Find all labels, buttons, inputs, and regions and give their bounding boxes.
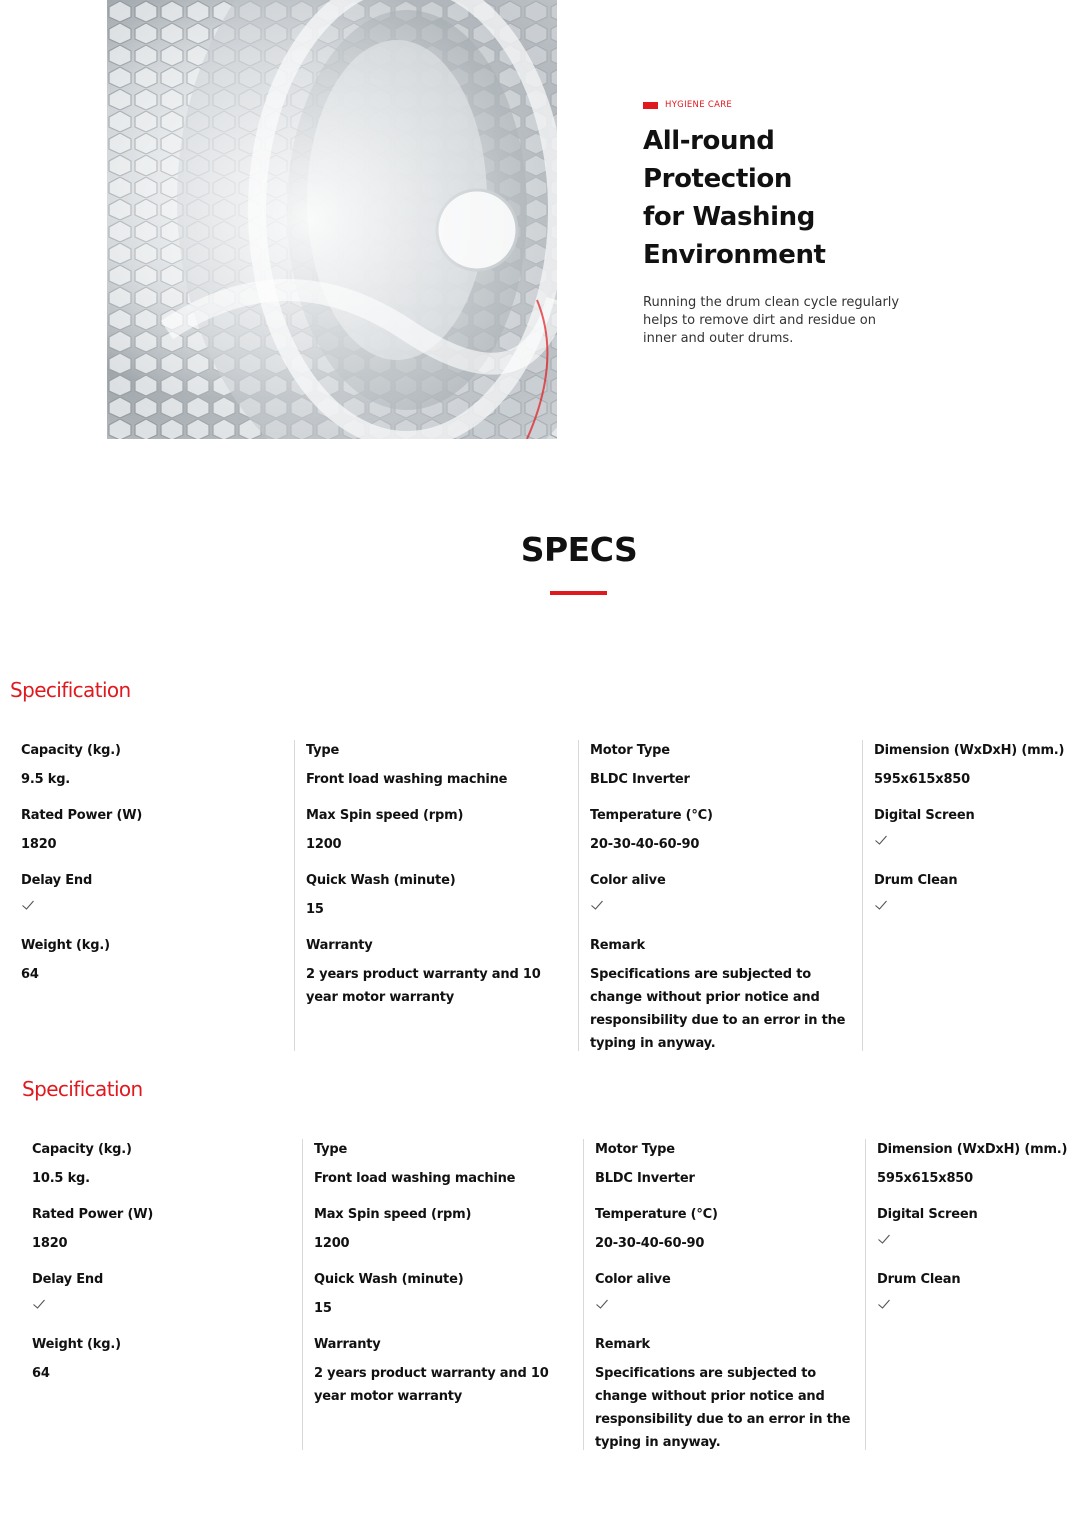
check-icon	[32, 1297, 46, 1311]
spec-value: 64	[21, 967, 39, 982]
spec-label: Drum Clean	[877, 1272, 961, 1287]
hero-description: Running the drum clean cycle regularly helps to remove dirt and residue on inner and outer drums.	[643, 295, 900, 346]
spec-item	[32, 1206, 297, 1255]
spec-value: Front load washing machine	[306, 772, 508, 787]
spec-label: Temperature (°C)	[590, 808, 713, 823]
specs-title-underline	[550, 591, 607, 595]
spec-value: 2 years product warranty and 10 year motor warranty	[306, 967, 541, 1005]
spec-label: Type	[306, 743, 340, 758]
hero-text-block	[643, 100, 923, 348]
spec-value: 1200	[306, 837, 342, 852]
spec-label: Dimension (WxDxH) (mm.)	[877, 1142, 1068, 1157]
spec-item	[595, 1206, 865, 1255]
spec-item	[595, 1336, 865, 1454]
spec-column	[578, 740, 859, 1051]
spec-label: Weight (kg.)	[32, 1337, 121, 1352]
spec-item	[32, 1271, 297, 1311]
spec-value: 10.5 kg.	[32, 1171, 90, 1186]
check-icon	[874, 833, 888, 847]
drum-illustration	[107, 0, 557, 439]
spec-item	[21, 872, 291, 912]
specification-heading: Specification	[22, 1077, 143, 1101]
spec-label: Color alive	[590, 873, 666, 888]
spec-label: Capacity (kg.)	[32, 1142, 132, 1157]
hero-tag	[643, 100, 923, 110]
spec-column	[862, 740, 1073, 1051]
spec-item	[877, 1206, 1077, 1246]
spec-value: 595x615x850	[874, 772, 970, 787]
check-icon	[874, 898, 888, 912]
spec-label: Quick Wash (minute)	[306, 873, 456, 888]
spec-label: Delay End	[21, 873, 93, 888]
check-icon	[877, 1297, 891, 1311]
spec-value: 64	[32, 1366, 50, 1381]
spec-item	[590, 742, 860, 791]
spec-column	[294, 740, 575, 1051]
spec-value: Front load washing machine	[314, 1171, 516, 1186]
spec-label: Warranty	[314, 1337, 381, 1352]
spec-label: Rated Power (W)	[32, 1207, 154, 1222]
spec-value: Specifications are subjected to change without prior notice and responsibility due to an error in the typing in anyway.	[590, 967, 846, 1051]
spec-label: Delay End	[32, 1272, 104, 1287]
spec-label: Motor Type	[595, 1142, 675, 1157]
spec-value: 1820	[32, 1236, 68, 1251]
check-icon	[21, 898, 35, 912]
spec-label: Drum Clean	[874, 873, 958, 888]
spec-label: Remark	[595, 1337, 651, 1352]
spec-item	[306, 937, 576, 1009]
spec-item	[590, 807, 860, 856]
spec-item	[595, 1271, 865, 1311]
spec-label: Capacity (kg.)	[21, 743, 121, 758]
spec-label: Color alive	[595, 1272, 671, 1287]
spec-value: 9.5 kg.	[21, 772, 71, 787]
specs-title: SPECS	[520, 530, 638, 569]
spec-label: Digital Screen	[874, 808, 975, 823]
spec-label: Weight (kg.)	[21, 938, 110, 953]
spec-value: 1820	[21, 837, 57, 852]
spec-label: Max Spin speed (rpm)	[314, 1207, 472, 1222]
spec-value: 20-30-40-60-90	[595, 1236, 705, 1251]
spec-value: 1200	[314, 1236, 350, 1251]
spec-item	[874, 872, 1074, 912]
hero-title-line: for Washing	[643, 202, 815, 232]
hero-image-washing-drum	[107, 0, 557, 439]
spec-column	[865, 1139, 1076, 1450]
spec-item	[877, 1271, 1077, 1311]
spec-value: BLDC Inverter	[590, 772, 690, 787]
spec-item	[306, 807, 576, 856]
spec-column	[302, 1139, 578, 1450]
spec-item	[21, 807, 291, 856]
spec-item	[306, 742, 576, 791]
check-icon	[595, 1297, 609, 1311]
spec-item	[874, 742, 1074, 791]
spec-value: Specifications are subjected to change without prior notice and responsibility due to an error in the typing in anyway.	[595, 1366, 851, 1450]
spec-label: Max Spin speed (rpm)	[306, 808, 464, 823]
spec-column	[583, 1139, 864, 1450]
spec-label: Warranty	[306, 938, 373, 953]
spec-column	[32, 1139, 297, 1450]
spec-item	[595, 1141, 865, 1190]
spec-label: Type	[314, 1142, 348, 1157]
spec-item	[314, 1336, 579, 1408]
spec-item	[21, 742, 291, 791]
spec-column	[21, 740, 291, 1051]
spec-value: 15	[314, 1301, 332, 1316]
spec-label: Motor Type	[590, 743, 670, 758]
specification-heading: Specification	[10, 678, 131, 702]
spec-item	[874, 807, 1074, 847]
spec-item	[306, 872, 576, 921]
hero-title	[643, 122, 923, 274]
spec-item	[590, 872, 860, 912]
spec-item	[590, 937, 860, 1055]
spec-label: Digital Screen	[877, 1207, 978, 1222]
spec-item	[32, 1336, 297, 1385]
check-icon	[877, 1232, 891, 1246]
tag-marker	[643, 102, 658, 109]
spec-label: Quick Wash (minute)	[314, 1272, 464, 1287]
spec-item	[314, 1141, 579, 1190]
spec-label: Dimension (WxDxH) (mm.)	[874, 743, 1065, 758]
spec-item	[314, 1271, 579, 1320]
spec-value: 595x615x850	[877, 1171, 973, 1186]
hero-title-line: All-round Protection	[643, 126, 792, 194]
spec-item	[314, 1206, 579, 1255]
hero-title-line: Environment	[643, 240, 826, 270]
spec-label: Rated Power (W)	[21, 808, 143, 823]
tag-label: HYGIENE CARE	[665, 100, 733, 110]
spec-item	[877, 1141, 1077, 1190]
spec-value: 15	[306, 902, 324, 917]
spec-value: 20-30-40-60-90	[590, 837, 700, 852]
spec-label: Temperature (°C)	[595, 1207, 718, 1222]
spec-item	[32, 1141, 297, 1190]
spec-item	[21, 937, 291, 986]
spec-value: BLDC Inverter	[595, 1171, 695, 1186]
check-icon	[590, 898, 604, 912]
spec-label: Remark	[590, 938, 646, 953]
spec-value: 2 years product warranty and 10 year motor warranty	[314, 1366, 549, 1404]
